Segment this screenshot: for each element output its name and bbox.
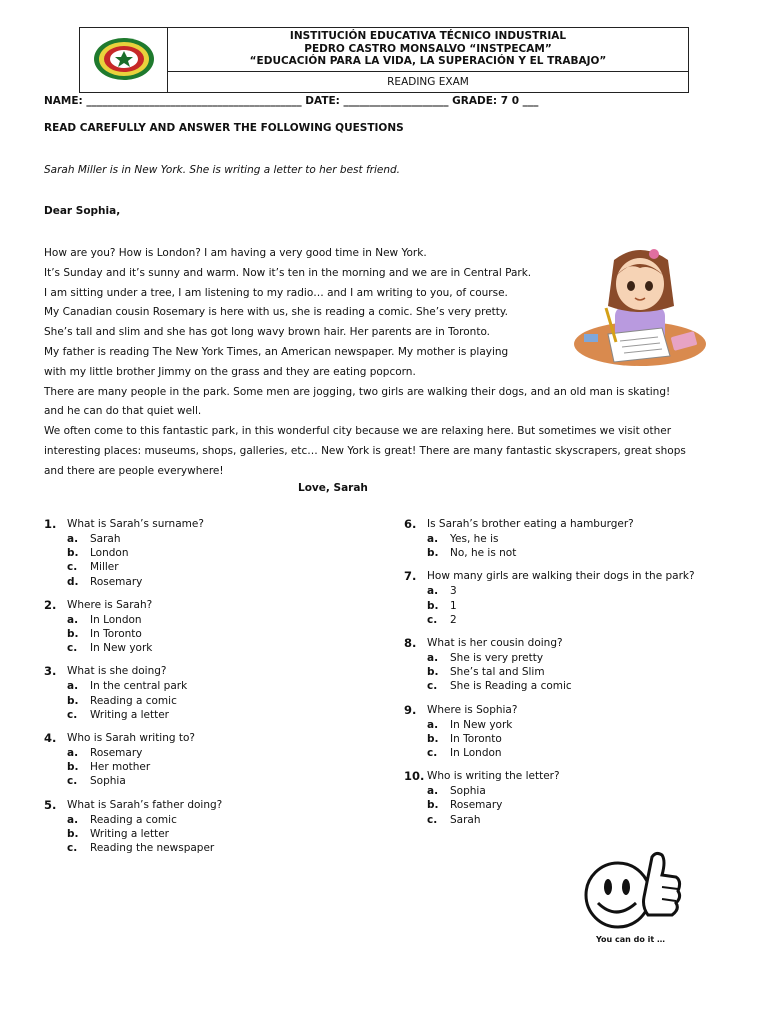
question-text: What is she doing? <box>67 665 167 678</box>
answer-option[interactable] <box>44 827 222 841</box>
option-text: Yes, he is <box>450 533 499 545</box>
school-logo <box>80 28 168 92</box>
answer-option[interactable] <box>404 546 695 560</box>
question-text: Where is Sophia? <box>427 703 518 716</box>
letter-line: It’s Sunday and it’s sunny and warm. Now it’s ten in the morning and we are in Central Park. <box>44 266 532 279</box>
question-number: 6. <box>404 517 417 531</box>
option-letter: a. <box>67 680 79 693</box>
answer-option[interactable] <box>404 813 695 827</box>
name-date-grade-line[interactable]: NAME: _________________________________________ DATE: ____________________ GRADE: 7 0 ___ <box>44 95 539 107</box>
questions-left-column <box>44 517 222 864</box>
option-text: Reading a comic <box>90 813 177 826</box>
answer-option[interactable] <box>404 613 695 627</box>
letter-line: I am sitting under a tree, I am listening to my radio… and I am writing to you, of course. <box>44 286 508 299</box>
option-letter: b. <box>427 799 439 812</box>
answer-option[interactable] <box>44 532 222 546</box>
option-text: In London <box>450 747 502 760</box>
answer-option[interactable] <box>404 679 695 693</box>
option-text: Miller <box>90 561 119 574</box>
exam-title: READING EXAM <box>387 76 469 88</box>
question <box>404 769 695 827</box>
option-text: She is very pretty <box>450 652 544 665</box>
answer-option[interactable] <box>404 784 695 798</box>
answer-option[interactable] <box>44 841 222 855</box>
question <box>44 731 222 789</box>
school-title <box>168 28 688 72</box>
letter-line: and there are people everywhere! <box>44 464 224 477</box>
option-text: 3 <box>450 585 457 598</box>
option-letter: a. <box>427 652 439 665</box>
answer-option[interactable] <box>44 641 222 655</box>
question-number: 8. <box>404 636 417 651</box>
option-text: Writing a letter <box>90 708 169 721</box>
option-letter: a. <box>67 533 79 545</box>
school-logo-cell <box>80 28 168 92</box>
option-text: Reading the newspaper <box>90 842 215 855</box>
option-letter: b. <box>427 547 439 560</box>
questions-right-column <box>404 517 695 836</box>
answer-option[interactable] <box>44 760 222 774</box>
option-letter: c. <box>427 747 438 760</box>
option-text: Rosemary <box>90 575 143 588</box>
answer-option[interactable] <box>404 746 695 760</box>
option-text: No, he is not <box>450 547 517 560</box>
option-text: Sarah <box>90 533 121 545</box>
question <box>404 517 695 560</box>
answer-option[interactable] <box>44 708 222 722</box>
option-text: 2 <box>450 613 457 626</box>
girl-writing-illustration <box>570 246 710 371</box>
option-letter: a. <box>67 813 79 826</box>
question-text: Is Sarah’s brother eating a hamburger? <box>427 518 634 530</box>
header-table <box>79 27 689 93</box>
question-text: How many girls are walking their dogs in the park? <box>427 570 695 583</box>
question-text: What is Sarah’s father doing? <box>67 798 223 811</box>
option-letter: b. <box>427 732 439 745</box>
question <box>404 703 695 761</box>
option-text: Writing a letter <box>90 827 169 840</box>
option-letter: c. <box>67 642 78 655</box>
instruction: READ CAREFULLY AND ANSWER THE FOLLOWING QUESTIONS <box>44 122 404 134</box>
option-letter: a. <box>67 747 79 760</box>
question <box>44 598 222 656</box>
option-text: London <box>90 547 129 560</box>
answer-option[interactable] <box>44 546 222 560</box>
answer-option[interactable] <box>404 532 695 546</box>
answer-option[interactable] <box>44 627 222 641</box>
question-number: 10. <box>404 769 425 784</box>
question-number: 9. <box>404 702 417 717</box>
answer-option[interactable] <box>404 584 695 598</box>
option-letter: c. <box>427 613 438 626</box>
option-letter: b. <box>427 599 439 612</box>
option-letter: a. <box>427 785 439 798</box>
option-letter: b. <box>67 761 79 774</box>
answer-option[interactable] <box>44 774 222 788</box>
option-text: She is Reading a comic <box>450 680 572 693</box>
answer-option[interactable] <box>404 732 695 746</box>
answer-option[interactable] <box>404 718 695 732</box>
option-text: In London <box>90 613 142 626</box>
answer-option[interactable] <box>404 599 695 613</box>
option-letter: b. <box>67 694 79 707</box>
answer-option[interactable] <box>44 679 222 693</box>
option-letter: c. <box>67 561 78 574</box>
option-text: Reading a comic <box>90 694 177 707</box>
question-text: What is her cousin doing? <box>427 637 563 650</box>
option-text: Rosemary <box>450 799 503 812</box>
answer-option[interactable] <box>44 813 222 827</box>
letter-signoff: Love, Sarah <box>298 482 368 494</box>
letter-line: My Canadian cousin Rosemary is here with us, she is reading a comic. She’s very pretty. <box>44 306 508 319</box>
option-text: In Toronto <box>90 628 142 641</box>
option-letter: b. <box>67 628 79 641</box>
question-number: 3. <box>44 664 57 679</box>
option-letter: a. <box>427 533 439 545</box>
question-number: 5. <box>44 797 57 812</box>
option-text: She’s tal and Slim <box>450 666 545 679</box>
answer-option[interactable] <box>404 665 695 679</box>
answer-option[interactable] <box>44 613 222 627</box>
letter-line: How are you? How is London? I am having a very good time in New York. <box>44 247 427 259</box>
option-text: In New york <box>90 642 153 655</box>
option-letter: c. <box>67 842 78 855</box>
letter-line: interesting places: museums, shops, galleries, etc… New York is great! There are many fantastic skyscrapers, great shops <box>44 444 686 457</box>
option-text: Sophia <box>90 775 126 788</box>
school-name-line2: PEDRO CASTRO MONSALVO “INSTPECAM” <box>304 42 552 55</box>
question-number: 1. <box>44 517 57 531</box>
answer-option[interactable] <box>404 798 695 812</box>
option-letter: d. <box>67 575 79 588</box>
question-text: Where is Sarah? <box>67 598 153 611</box>
option-letter: a. <box>427 585 439 598</box>
option-letter: b. <box>67 827 79 840</box>
option-text: In New york <box>450 718 513 731</box>
answer-option[interactable] <box>44 560 222 574</box>
question <box>404 636 695 694</box>
answer-option[interactable] <box>44 694 222 708</box>
letter-line: We often come to this fantastic park, in this wonderful city because we are relaxing here. But sometimes we visit other <box>44 425 672 438</box>
letter-line: There are many people in the park. Some men are jogging, two girls are walking their dogs, and an old man is skating! <box>44 385 671 398</box>
thumbs-up-smiley-icon <box>582 851 682 933</box>
letter-line: My father is reading The New York Times, an American newspaper. My mother is playing <box>44 345 509 358</box>
option-text: Rosemary <box>90 747 143 760</box>
letter-line: with my little brother Jimmy on the grass and they are eating popcorn. <box>44 365 416 378</box>
option-letter: c. <box>427 680 438 693</box>
question <box>44 517 222 589</box>
letter-line: She’s tall and slim and she has got long wavy brown hair. Her parents are in Toronto. <box>44 326 491 339</box>
letter-line: and he can do that quiet well. <box>44 405 202 418</box>
question-number: 4. <box>44 731 57 746</box>
school-name-line1: INSTITUCIÓN EDUCATIVA TÉCNICO INDUSTRIAL <box>289 30 567 42</box>
school-motto: “EDUCACIÓN PARA LA VIDA, LA SUPERACIÓN Y EL TRABAJO” <box>249 55 607 67</box>
intro-text: Sarah Miller is in New York. She is writing a letter to her best friend. <box>44 164 401 176</box>
option-text: Sophia <box>450 785 486 798</box>
question-number: 7. <box>404 569 417 584</box>
question-number: 2. <box>44 597 57 612</box>
option-text: In the central park <box>90 680 188 693</box>
option-text: Sarah <box>450 813 481 826</box>
option-letter: c. <box>427 813 438 826</box>
smiley-caption: You can do it … <box>596 935 666 944</box>
option-text: In Toronto <box>450 732 502 745</box>
option-letter: a. <box>67 613 79 626</box>
answer-option[interactable] <box>44 746 222 760</box>
option-letter: b. <box>67 547 79 560</box>
letter-greeting: Dear Sophia, <box>44 205 121 217</box>
question-text: Who is Sarah writing to? <box>67 732 195 745</box>
question <box>44 664 222 722</box>
question <box>44 798 222 856</box>
question-text: What is Sarah’s surname? <box>67 518 204 530</box>
option-letter: c. <box>67 775 78 788</box>
option-letter: c. <box>67 708 78 721</box>
option-letter: b. <box>427 666 439 679</box>
option-letter: a. <box>427 718 439 731</box>
option-text: Her mother <box>90 761 151 774</box>
question <box>404 569 695 627</box>
question-text: Who is writing the letter? <box>427 770 560 783</box>
answer-option[interactable] <box>44 575 222 589</box>
option-text: 1 <box>450 599 457 612</box>
answer-option[interactable] <box>404 651 695 665</box>
